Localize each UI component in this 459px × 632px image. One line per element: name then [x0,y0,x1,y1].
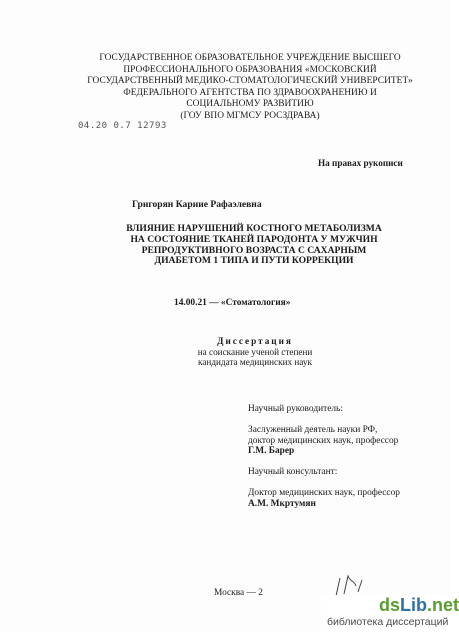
manuscript-rights-note: На правах рукописи [318,158,403,168]
degree-line: кандидата медицинских наук [198,357,312,367]
institution-line: ПРОФЕССИОНАЛЬНОГО ОБРАЗОВАНИЯ «МОСКОВСКИЙ [123,64,377,75]
document-kind: Диссертация [217,336,293,346]
consultant-degree: Доктор медицинских наук, профессор [248,487,400,498]
title-line: НА СОСТОЯНИЕ ТКАНЕЙ ПАРОДОНТА У МУЖЧИН [130,233,378,245]
consultant-name: А.М. Мкртумян [248,498,316,509]
dslib-watermark [321,595,459,632]
institution-header [70,53,430,123]
archive-stamp: 04.20 0.7 12793 [78,121,167,131]
watermark-logo-lib: Lib [400,595,428,615]
author-name: Григорян Кариие Рафаэлевна [132,199,262,210]
institution-line: (ГОУ ВПО МГМСУ РОСЗДРАВА) [180,110,320,121]
institution-line: ГОСУДАРСТВЕННЫЙ МЕДИКО-СТОМАТОЛОГИЧЕСКИЙ УНИВЕРСИТЕТ» [87,76,413,87]
title-line: РЕПРОДУКТИВНОГО ВОЗРАСТА С САХАРНЫМ [141,244,367,256]
watermark-subtitle: библиотека диссертаций [327,616,449,628]
city-year: Москва — 2 [214,588,263,598]
supervisor-degree: доктор медицинских наук, профессор [248,435,399,446]
title-line: ВЛИЯНИЕ НАРУШЕНИЙ КОСТНОГО МЕТАБОЛИЗМА [126,223,382,234]
watermark-logo-ds: ds [379,595,401,615]
supervisor-title: Заслуженный деятель науки РФ, [248,424,378,435]
supervisor-heading: Научный руководитель: [248,404,343,414]
consultant-heading: Научный консультант: [248,467,338,478]
institution-line: ГОСУДАРСТВЕННОЕ ОБРАЗОВАТЕЛЬНОЕ УЧРЕЖДЕНИЕ ВЫСШЕГО [99,53,401,63]
institution-line: СОЦИАЛЬНОМУ РАЗВИТИЮ [186,99,314,110]
institution-line: ФЕДЕРАЛЬНОГО АГЕНТСТВА ПО ЗДРАВООХРАНЕНИЮ И [123,87,377,98]
title-line: ДИАБЕТОМ 1 ТИПА И ПУТИ КОРРЕКЦИИ [154,255,354,267]
watermark-logo [379,595,459,616]
specialty-code: 14.00.21 — «Стоматология» [174,298,291,308]
advisors-block [248,404,400,510]
degree-line: на соискание ученой степени [197,346,313,357]
dissertation-title [94,224,414,267]
supervisor-name: Г.М. Барер [248,446,295,457]
watermark-logo-net: .net [427,595,459,615]
degree-block [160,336,350,368]
